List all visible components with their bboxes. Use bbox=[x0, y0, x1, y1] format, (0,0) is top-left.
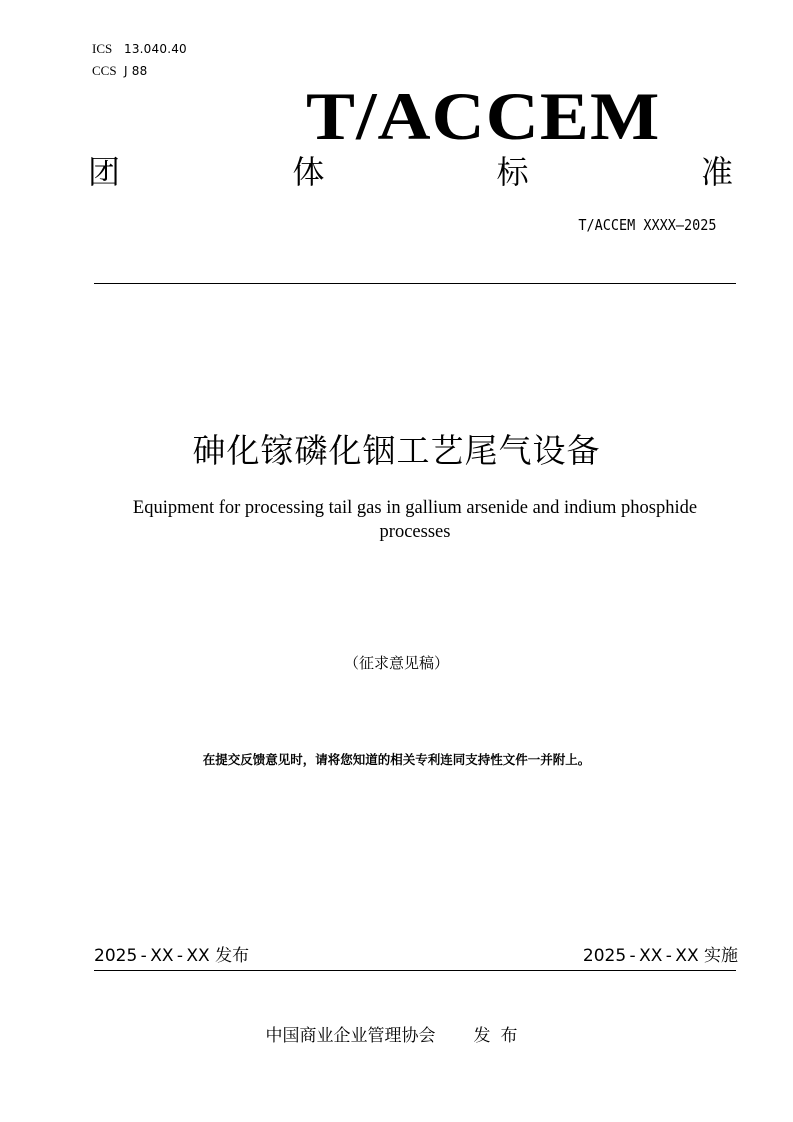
classification-codes bbox=[92, 38, 187, 82]
implement-date: 2025 - XX - XX 实施 bbox=[582, 946, 738, 966]
ics-value: 13.040.40 bbox=[124, 42, 187, 56]
publisher-action: 发布 bbox=[473, 1026, 528, 1046]
ccs-code bbox=[92, 60, 187, 82]
patent-notice: 在提交反馈意见时，请将您知道的相关专利连同支持性文件一并附上。 bbox=[202, 752, 591, 767]
ics-code bbox=[92, 38, 187, 60]
publish-date: 2025 - XX - XX 发布 bbox=[94, 946, 250, 966]
standard-type-char: 体 bbox=[292, 153, 325, 191]
ccs-value: J 88 bbox=[124, 64, 148, 78]
ics-label: ICS bbox=[92, 41, 113, 56]
standard-type-char: 团 bbox=[88, 153, 121, 191]
publisher-line bbox=[0, 1023, 793, 1049]
standard-type-char: 准 bbox=[700, 153, 733, 191]
title-chinese: 砷化镓磷化铟工艺尾气设备 bbox=[192, 431, 601, 470]
standard-type-char: 标 bbox=[496, 153, 529, 191]
organization-logo: T/ACCEM bbox=[306, 78, 661, 154]
standard-type-heading bbox=[88, 150, 733, 194]
header-divider bbox=[94, 283, 736, 284]
ccs-label: CCS bbox=[92, 63, 117, 78]
footer-divider bbox=[94, 970, 736, 971]
publisher-organization: 中国商业企业管理协会 bbox=[265, 1026, 436, 1046]
standard-number: T/ACCEM XXXX—2025 bbox=[578, 216, 717, 234]
dates-row bbox=[94, 944, 738, 968]
title-english: Equipment for processing tail gas in gallium arsenide and indium phosphide processes bbox=[132, 498, 698, 542]
draft-status: （征求意见稿） bbox=[343, 654, 449, 672]
